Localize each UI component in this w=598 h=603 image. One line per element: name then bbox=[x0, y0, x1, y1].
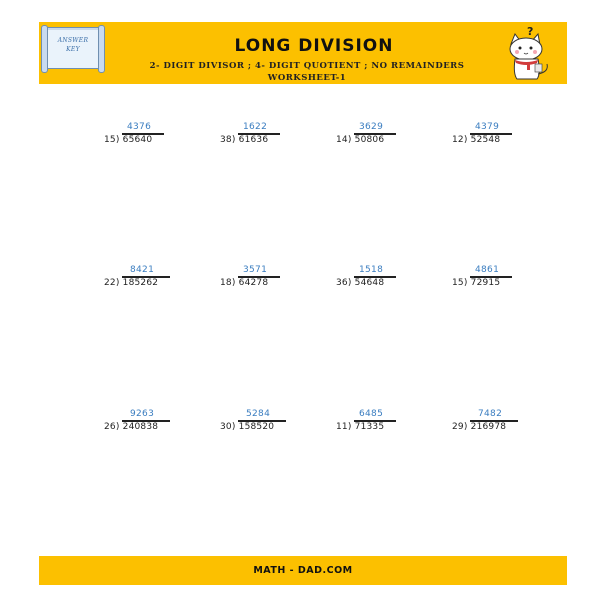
dividend: 71335 bbox=[354, 422, 385, 432]
division-problem bbox=[452, 409, 532, 439]
division-expression bbox=[104, 135, 152, 145]
svg-text:?: ? bbox=[527, 25, 534, 38]
quotient-answer: 1622 bbox=[243, 122, 268, 132]
worksheet-label: WORKSHEET-1 bbox=[267, 73, 347, 83]
answer-key-scroll bbox=[44, 27, 102, 69]
division-expression bbox=[104, 278, 158, 288]
divisor: 22) bbox=[104, 278, 120, 288]
divisor: 15) bbox=[452, 278, 468, 288]
dividend: 216978 bbox=[470, 422, 507, 432]
dividend: 61636 bbox=[238, 135, 269, 145]
divisor: 14) bbox=[336, 135, 352, 145]
divisor: 26) bbox=[104, 422, 120, 432]
dividend: 54648 bbox=[354, 278, 385, 288]
quotient-answer: 7482 bbox=[478, 409, 503, 419]
division-expression bbox=[452, 135, 500, 145]
division-problem bbox=[220, 409, 300, 439]
footer-site: MATH - DAD.COM bbox=[253, 565, 353, 576]
cat-mascot-icon bbox=[493, 24, 563, 82]
page-subtitle: 2- DIGIT DIVISOR ; 4- DIGIT QUOTIENT ; NO REMAINDERS bbox=[149, 61, 465, 71]
division-expression bbox=[104, 422, 158, 432]
worksheet-header bbox=[39, 22, 567, 84]
divisor: 38) bbox=[220, 135, 236, 145]
dividend: 65640 bbox=[122, 135, 153, 145]
quotient-answer: 5284 bbox=[246, 409, 271, 419]
answer-key-line1: ANSWER bbox=[57, 37, 89, 44]
division-expression bbox=[220, 135, 268, 145]
division-expression bbox=[452, 422, 506, 432]
division-problem bbox=[104, 122, 184, 152]
dividend: 240838 bbox=[122, 422, 159, 432]
quotient-answer: 8421 bbox=[130, 265, 155, 275]
division-expression bbox=[336, 278, 384, 288]
quotient-answer: 4376 bbox=[127, 122, 152, 132]
dividend: 185262 bbox=[122, 278, 159, 288]
dividend: 52548 bbox=[470, 135, 501, 145]
divisor: 18) bbox=[220, 278, 236, 288]
division-problem bbox=[104, 409, 184, 439]
division-problem bbox=[336, 409, 416, 439]
quotient-answer: 4861 bbox=[475, 265, 500, 275]
division-problem bbox=[336, 122, 416, 152]
dividend: 64278 bbox=[238, 278, 269, 288]
division-problem bbox=[220, 122, 300, 152]
answer-key-line2: KEY bbox=[66, 46, 80, 53]
division-expression bbox=[336, 135, 384, 145]
division-problem bbox=[220, 265, 300, 295]
division-expression bbox=[452, 278, 500, 288]
answer-key-label bbox=[45, 36, 101, 54]
dividend: 50806 bbox=[354, 135, 385, 145]
divisor: 11) bbox=[336, 422, 352, 432]
dividend: 158520 bbox=[238, 422, 275, 432]
quotient-answer: 9263 bbox=[130, 409, 155, 419]
page-title: LONG DIVISION bbox=[234, 36, 394, 56]
divisor: 29) bbox=[452, 422, 468, 432]
division-expression bbox=[220, 278, 268, 288]
division-problem bbox=[452, 265, 532, 295]
division-expression bbox=[220, 422, 274, 432]
division-problem bbox=[452, 122, 532, 152]
quotient-answer: 1518 bbox=[359, 265, 384, 275]
dividend: 72915 bbox=[470, 278, 501, 288]
division-problem bbox=[336, 265, 416, 295]
quotient-answer: 3571 bbox=[243, 265, 268, 275]
quotient-answer: 4379 bbox=[475, 122, 500, 132]
divisor: 36) bbox=[336, 278, 352, 288]
division-problem bbox=[104, 265, 184, 295]
worksheet-footer bbox=[39, 556, 567, 585]
quotient-answer: 3629 bbox=[359, 122, 384, 132]
divisor: 30) bbox=[220, 422, 236, 432]
divisor: 12) bbox=[452, 135, 468, 145]
divisor: 15) bbox=[104, 135, 120, 145]
division-expression bbox=[336, 422, 384, 432]
quotient-answer: 6485 bbox=[359, 409, 384, 419]
